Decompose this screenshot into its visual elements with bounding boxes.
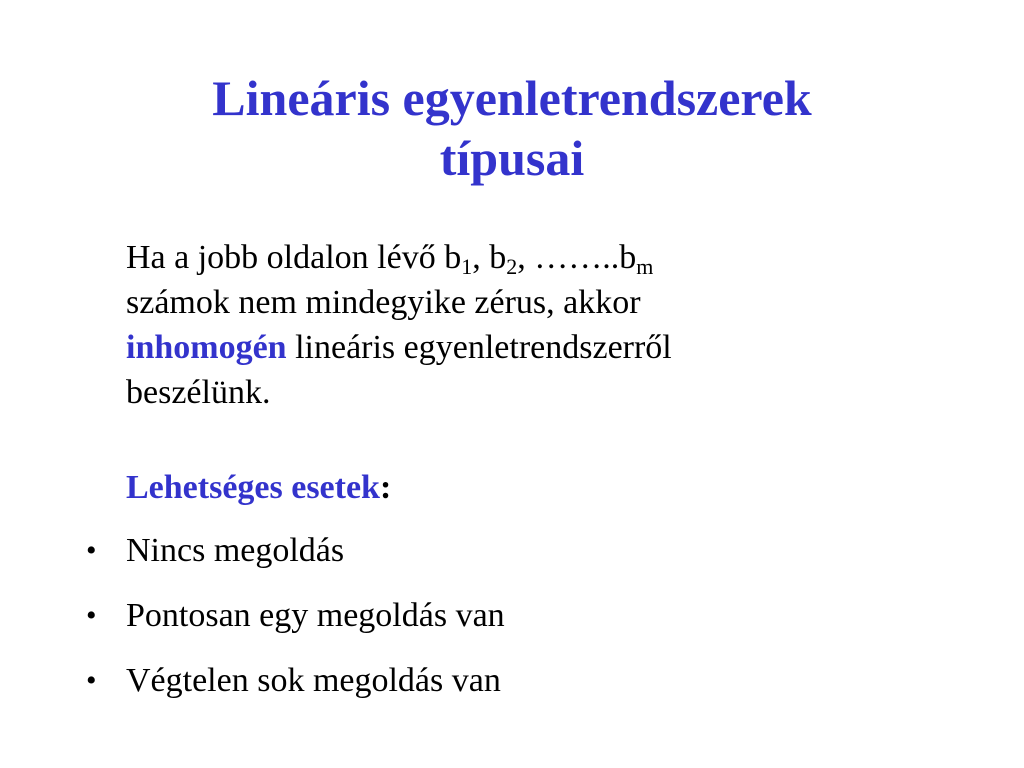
separator-2: , ……..b — [517, 239, 637, 276]
list-item — [0, 593, 505, 638]
cases-heading — [126, 465, 391, 510]
bullet-icon: • — [86, 664, 97, 697]
list-item-text: Nincs megoldás — [126, 532, 345, 569]
cases-heading-label: Lehetséges esetek — [126, 469, 380, 506]
paragraph-line-1-prefix: Ha a jobb oldalon lévő b — [126, 239, 462, 276]
paragraph-line-2: számok nem mindegyike zérus, akkor — [126, 284, 641, 321]
subscript-1: 1 — [461, 254, 473, 279]
separator-1: , b — [472, 239, 507, 276]
paragraph-line-1 — [126, 235, 986, 280]
subscript-2: 2 — [506, 254, 518, 279]
paragraph-line-3-rest: lineáris egyenletrendszerről — [286, 329, 672, 366]
subscript-m: m — [636, 254, 654, 279]
definition-paragraph — [126, 235, 986, 415]
paragraph-line-3 — [126, 325, 986, 370]
list-item-text: Pontosan egy megoldás van — [126, 597, 505, 634]
bullet-icon: • — [86, 599, 97, 632]
slide-title-line-2: típusai — [439, 130, 585, 186]
slide-title-line-1: Lineáris egyenletrendszerek — [212, 70, 812, 126]
list-item-text: Végtelen sok megoldás van — [126, 662, 501, 699]
cases-list — [0, 528, 505, 723]
paragraph-line-4: beszélünk. — [126, 374, 271, 411]
list-item — [0, 528, 505, 573]
cases-heading-colon: : — [379, 469, 392, 506]
emphasis-term: inhomogén — [126, 329, 287, 366]
slide-title — [0, 68, 1024, 188]
bullet-icon: • — [86, 534, 97, 567]
list-item — [0, 658, 505, 703]
